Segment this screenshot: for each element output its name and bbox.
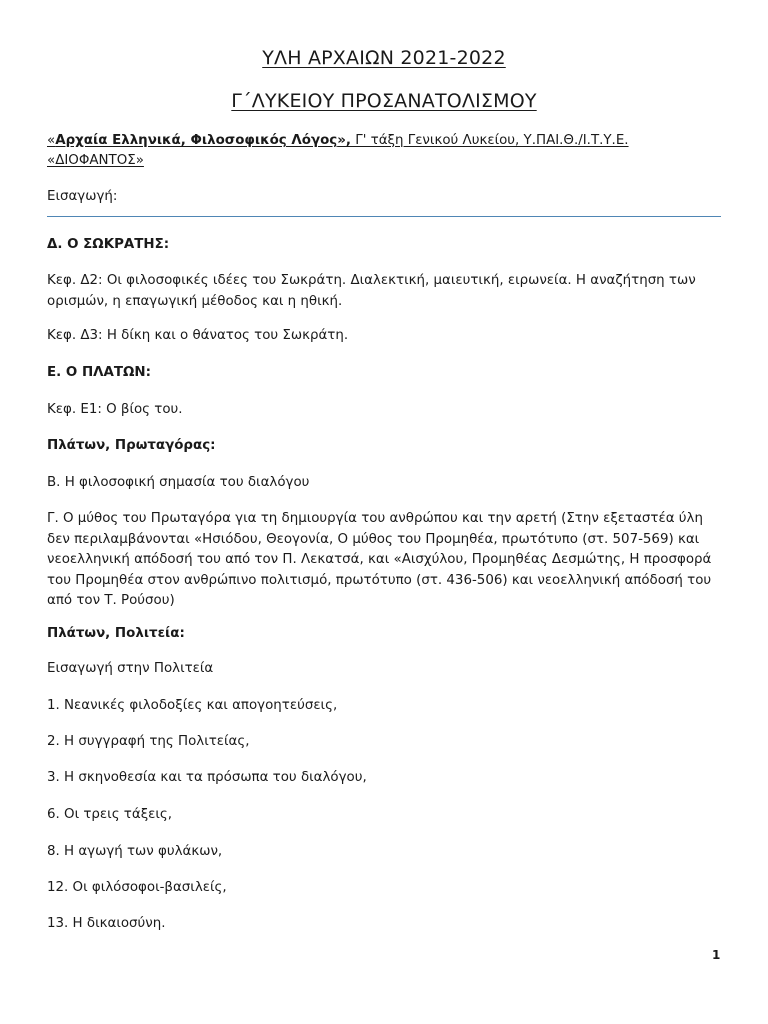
republic-list-item: 13. Η δικαιοσύνη. bbox=[47, 916, 166, 931]
republic-list-item: 8. Η αγωγή των φυλάκων, bbox=[47, 844, 223, 859]
textbook-source bbox=[47, 131, 707, 171]
socrates-chapter-d3: Κεφ. Δ3: Η δίκη και ο θάνατος του Σωκράτη. bbox=[47, 328, 349, 343]
protagoras-item-b: Β. Η φιλοσοφική σημασία του διαλόγου bbox=[47, 475, 310, 490]
document-subtitle: Γ΄ΛΥΚΕΙΟΥ ΠΡΟΣΑΝΑΤΟΛΙΣΜΟΥ bbox=[231, 90, 537, 112]
protagoras-heading: Πλάτων, Πρωταγόρας: bbox=[47, 438, 216, 453]
republic-list-item: 12. Οι φιλόσοφοι-βασιλείς, bbox=[47, 880, 227, 895]
republic-heading: Πλάτων, Πολιτεία: bbox=[47, 626, 185, 641]
plato-heading: Ε. Ο ΠΛΑΤΩΝ: bbox=[47, 365, 151, 380]
socrates-heading: Δ. Ο ΣΩΚΡΑΤΗΣ: bbox=[47, 237, 170, 252]
separator-line bbox=[47, 216, 721, 217]
page-number: 1 bbox=[712, 948, 721, 962]
source-close-quote: », bbox=[337, 133, 351, 148]
republic-intro: Εισαγωγή στην Πολιτεία bbox=[47, 661, 214, 676]
protagoras-item-g: Γ. Ο μύθος του Πρωταγόρα για τη δημιουργία του ανθρώπου και την αρετή (Στην εξεταστέα ύλη δεν περιλαμβάνονται «Ησιόδου, Θεογονία, Ο μύθος του Προμηθέα, πρωτότυπο (στ. 507-569) και νεοελληνική απόδοσή του από τον Π. Λεκατσά, και «Αισχύλου, Προμηθέας Δεσμώτης, Η προσφορά του Προμηθέα στον ανθρώπινο πολιτισμό, πρωτότυπο (στ. 436-506) και νεοελληνική απόδοσή του από τον Τ. Ρούσου) bbox=[47, 511, 712, 608]
document-title: ΥΛΗ ΑΡΧΑΙΩΝ 2021-2022 bbox=[262, 47, 506, 69]
source-open-quote: « bbox=[47, 133, 56, 148]
socrates-chapter-d2: Κεφ. Δ2: Οι φιλοσοφικές ιδέες του Σωκράτη. Διαλεκτική, μαιευτική, ειρωνεία. Η αναζήτηση των ορισμών, η επαγωγική μέθοδος και η ηθική. bbox=[47, 273, 696, 309]
republic-list-item: 3. Η σκηνοθεσία και τα πρόσωπα του διαλόγου, bbox=[47, 770, 367, 785]
intro-label: Εισαγωγή: bbox=[47, 189, 118, 204]
republic-list-item: 2. Η συγγραφή της Πολιτείας, bbox=[47, 734, 250, 749]
plato-chapter-e1: Κεφ. Ε1: Ο βίος του. bbox=[47, 402, 183, 417]
republic-list-item: 1. Νεανικές φιλοδοξίες και απογοητεύσεις, bbox=[47, 698, 338, 713]
republic-list-item: 6. Οι τρεις τάξεις, bbox=[47, 807, 173, 822]
source-book-title: Αρχαία Ελληνικά, Φιλοσοφικός Λόγος bbox=[55, 133, 338, 148]
source-details: Γ' τάξη Γενικού Λυκείου, Υ.ΠΑΙ.Θ./Ι.Τ.Υ.Ε. «ΔΙΟΦΑΝΤΟΣ» bbox=[47, 133, 629, 168]
